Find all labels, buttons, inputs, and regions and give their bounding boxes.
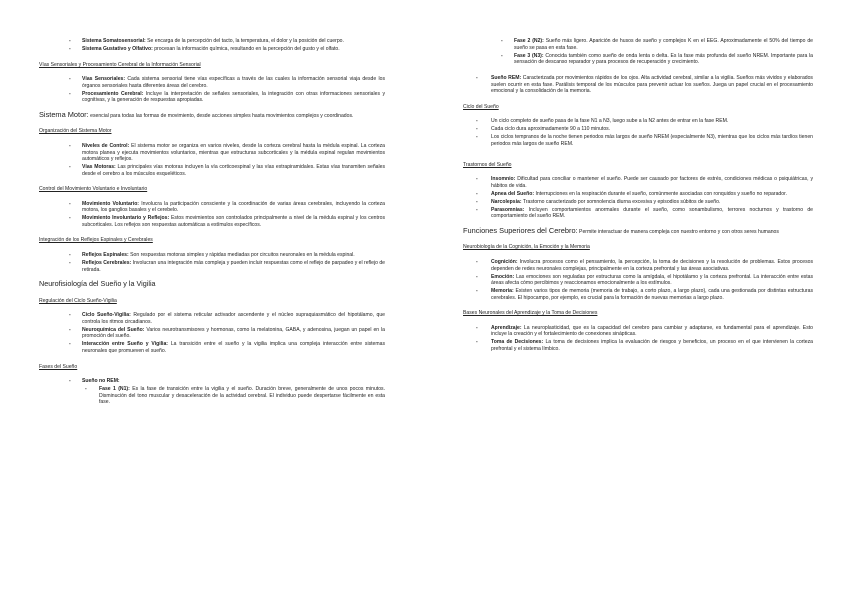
list-item: - Un ciclo completo de sueño pasa de la fase N1 a N3, luego sube a la N2 antes de entrar en la fase REM. (463, 118, 813, 125)
list-item: - Niveles de Control: El sistema motor se organiza en varios niveles, desde la corteza cerebral hasta la médula espinal. La corteza motora planea y ejecuta movimientos voluntarios, mientras que estructuras subcorticales y la médula espinal regulan movimientos automáticos y reflejos. (39, 143, 385, 163)
fases-list (39, 378, 385, 406)
list-item: - Vías Sensoriales: Cada sistema sensorial tiene vías específicas a través de las cuales la información sensorial viaja desde los órganos sensoriales hasta diferentes áreas del cerebro. (39, 76, 385, 89)
list-item: - Ciclo Sueño-Vigilia: Regulado por el sistema reticular activador ascendente y el núcleo supraquiasmático del hipotálamo, que controla los ritmos circadianos. (39, 312, 385, 325)
aprendizaje-list (463, 325, 813, 353)
organizacion-list (39, 143, 385, 177)
list-item: - Apnea del Sueño: Interrupciones en la respiración durante el sueño, comúnmente asociadas con ronquidos y sueño no reparador. (463, 191, 813, 198)
section-heading: Neurobiología de la Cognición, la Emoción y la Memoria (463, 244, 590, 251)
right-column (463, 38, 813, 354)
trastornos-list (463, 176, 813, 220)
list-item: - Procesamiento Cerebral: Incluye la interpretación de señales sensoriales, la integración con otras informaciones sensoriales y cognitivas, y la generación de respuestas apropiadas. (39, 91, 385, 104)
section-heading: Integración de los Reflejos Espinales y Cerebrales (39, 237, 153, 244)
vias-list (39, 76, 385, 104)
section-title-sueno: Neurofisiología del Sueño y la Vigilia (39, 279, 156, 289)
list-item: - Sistema Gustativo y Olfativo: procesan la información química, resultando en la percepción del gusto y el olfato. (39, 46, 385, 53)
section-heading: Bases Neuronales del Aprendizaje y la Toma de Decisiones (463, 310, 598, 317)
ciclo-list (463, 118, 813, 147)
section-heading: Regulación del Ciclo Sueño-Vigilia (39, 297, 117, 304)
section-heading: Organización del Sistema Motor (39, 128, 112, 135)
control-list (39, 201, 385, 229)
list-item: - Vías Motoras: Las principales vías motoras incluyen la vía corticoespinal y las vías extrapiramidales. Estas vías transmiten señales desde el cerebro a los músculos esqueléticos. (39, 164, 385, 177)
list-item: - Interacción entre Sueño y Vigilia: La transición entre el sueño y la vigilia implica una compleja interacción entre sistemas neuronales que promueven el sueño. (39, 341, 385, 354)
list-item: - Insomnio: Dificultad para conciliar o mantener el sueño. Puede ser causado por factores de estrés, condiciones médicas o psiquiátricas, y hábitos de vida. (463, 176, 813, 189)
list-item: - Movimiento Involuntario y Reflejos: Estos movimientos son controlados principalmente a nivel de la médula espinal y los centros subcorticales. Los reflejos son respuestas automáticas a estímulos específicos. (39, 215, 385, 228)
section-heading: Vías Sensoriales y Procesamiento Cerebral de la Información Sensorial (39, 61, 201, 68)
section-heading: Trastornos del Sueño (463, 161, 512, 168)
list-item: - Narcolepsia: Trastorno caracterizado por somnolencia diurna excesiva y episodios súbitos de sueño. (463, 199, 813, 206)
left-column (39, 38, 385, 407)
rem-list (463, 75, 813, 95)
list-item: - Cada ciclo dura aproximadamente 90 a 110 minutos. (463, 126, 813, 133)
list-item: - Fase 3 (N3): Conocida también como sueño de onda lenta o delta. Es la fase más profunda del sueño NREM. Importante para la sensación de descanso reparador y para procesos de recuperación y crecimiento. (463, 53, 813, 66)
cognicion-list (463, 259, 813, 301)
list-item: - Neuroquímica del Sueño: Varios neurotransmisores y hormonas, como la melatonina, GABA, y adenosina, juegan un papel en la promoción del sueño. (39, 327, 385, 340)
list-item: - Reflejos Espinales: Son respuestas motoras simples y rápidas mediadas por circuitos neuronales en la médula espinal. (39, 252, 385, 259)
section-title-motor: Sistema Motor: esencial para todas las formas de movimiento, desde acciones simples hasta movimientos complejos y coordinados. (39, 109, 354, 119)
intro-list (39, 38, 385, 53)
list-item: - Reflejos Cerebrales: Involucran una integración más compleja y pueden incluir respuestas como el reflejo de parpadeo y el reflejo de retirada. (39, 260, 385, 273)
list-item: - Los ciclos tempranos de la noche tienen periodos más largos de sueño NREM (especialmente N3), mientras que los ciclos más tardíos tienen periodos más largos de sueño REM. (463, 134, 813, 147)
integracion-list (39, 252, 385, 273)
section-heading: Control del Movimiento Voluntario e Involuntario (39, 186, 148, 193)
list-item: - Sistema Somatosensorial: Se encarga de la percepción del tacto, la temperatura, el dolor y la posición del cuerpo. (39, 38, 385, 45)
list-item: - Parasomnias: Incluyen comportamientos anormales durante el sueño, como sonambulismo, terrores nocturnos y trastorno de comportamiento del sueño REM. (463, 207, 813, 220)
section-title-funciones: Funciones Superiores del Cerebro: Permite interactuar de manera compleja con nuestro entorno y con otros seres humanos (463, 225, 779, 235)
section-heading: Ciclo del Sueño (463, 103, 499, 110)
list-item: - Fase 2 (N2): Sueño más ligero. Aparición de husos de sueño y complejos K en el EEG. Aproximadamente el 50% del tiempo de sueño se pasa en esta fase. (463, 38, 813, 51)
section-heading: Fases del Sueño (39, 363, 78, 370)
list-item: - Movimiento Voluntario: Involucra la participación consciente y la coordinación de varias áreas cerebrales, incluyendo la corteza motora, los ganglios basales y el cerebelo. (39, 201, 385, 214)
list-item: - Toma de Decisiones: La toma de decisiones implica la evaluación de riesgos y beneficios, un proceso en el que intervienen la corteza prefrontal y el sistema límbico. (463, 339, 813, 352)
regulacion-list (39, 312, 385, 354)
list-item: - Sueño REM: Caracterizada por movimientos rápidos de los ojos. Alta actividad cerebral, similar a la vigilia. Sueños más vividos y elaborados suelen ocurrir en esta fase. Parálisis temporal de los músculos para prevenir actuar los sueños. Juega un papel crucial en el procesamiento emocional y la consolidación de la memoria. (463, 75, 813, 95)
list-item: - Memoria: Existen varios tipos de memoria (memoria de trabajo, a corto plazo, a largo plazo), cada una gestionada por distintas estructuras cerebrales. El hipocampo, por ejemplo, es crucial para la formación de nuevas memorias a largo plazo. (463, 288, 813, 301)
list-item: - Sueño no REM: (39, 378, 385, 385)
list-item: - Cognición: Involucra procesos como el pensamiento, la percepción, la toma de decisiones y la resolución de problemas. Estos procesos dependen de redes neuronales complejas, principalmente en la corteza prefrontal y las áreas asociativas. (463, 259, 813, 272)
list-item: - Fase 1 (N1): Es la fase de transición entre la vigilia y el sueño. Duración breve, generalmente de unos pocos minutos. Disminución del tono muscular y desaceleración de la actividad cerebral. El individuo puede despertarse fácilmente en esta fase. (39, 386, 385, 406)
list-item: - Aprendizaje: La neuroplasticidad, que es la capacidad del cerebro para cambiar y adaptarse, es fundamental para el aprendizaje. Esto incluye la creación y el fortalecimiento de conexiones sinápticas. (463, 325, 813, 338)
list-item: - Emoción: Las emociones son reguladas por estructuras como la amígdala, el hipotálamo y la corteza prefrontal. La interacción entre estas áreas afecta cómo percibimos y reaccionamos emocionalmente a los estímulos. (463, 274, 813, 287)
fases-cont-list (463, 38, 813, 66)
